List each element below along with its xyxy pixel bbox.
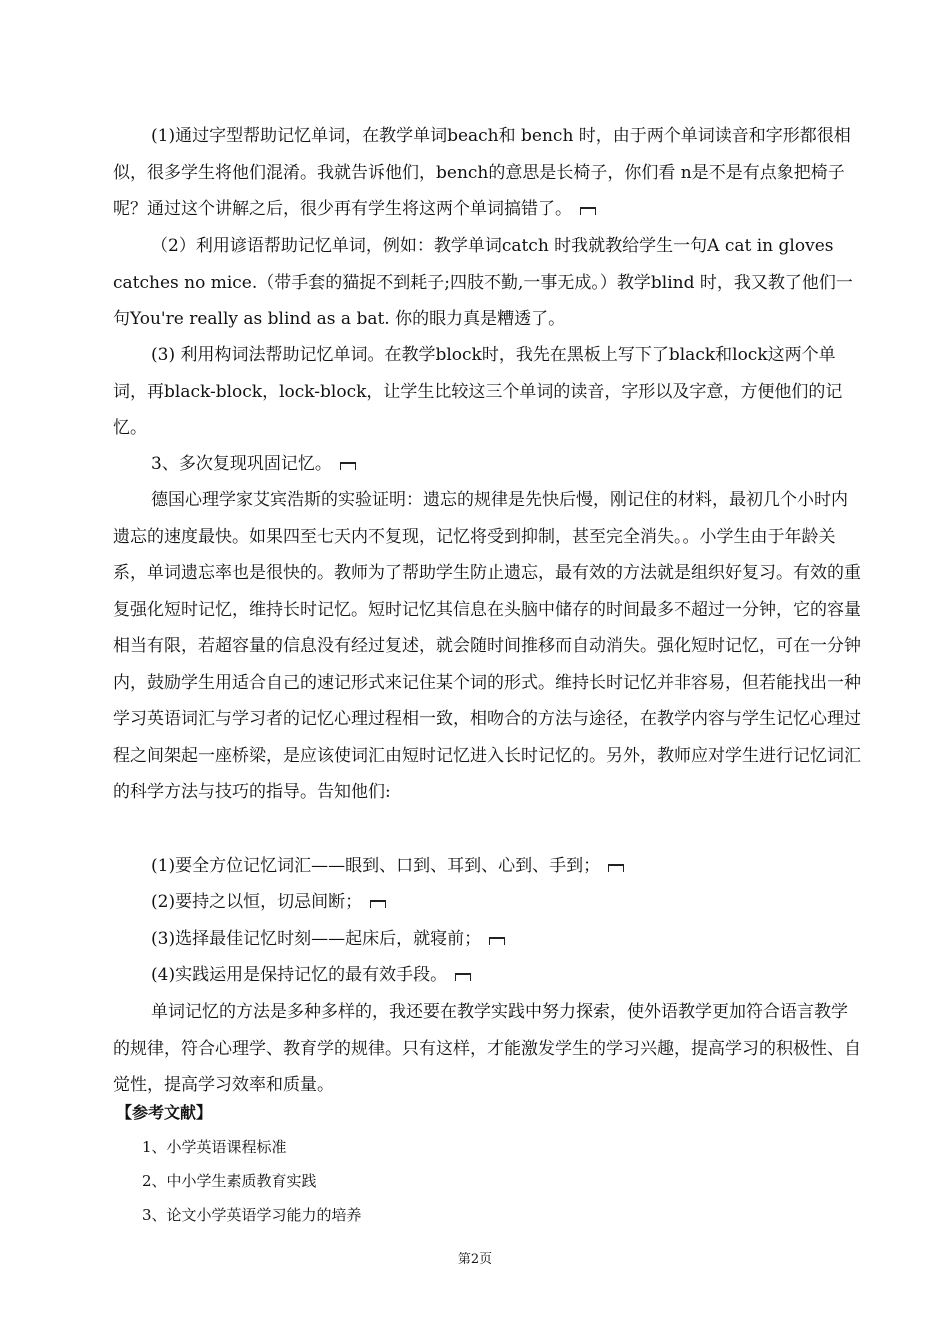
reference-item: 2、中小学生素质教育实践 [142,1172,317,1190]
paragraph-mark-icon [489,937,505,945]
reference-item: 1、小学英语课程标准 [142,1138,287,1156]
paragraph-glyph-memory: (1)通过字型帮助记忆单词，在教学单词beach和 bench 时，由于两个单词读音和字形都很相似，很多学生将他们混淆。我就告诉他们，bench的意思是长椅子，你们看 n是不是有点象把椅子呢？通过这个讲解之后，很少再有学生将这两个单词搞错了。 [113,126,851,219]
paragraph-mark-icon [608,864,624,872]
list-item-1: (1)要全方位记忆词汇——眼到、口到、耳到、心到、手到； [113,848,863,885]
paragraph-proverb-memory: （2）利用谚语帮助记忆单词，例如：教学单词catch 时我就教给学生一句A cat in gloves catches no mice.（带手套的猫捉不到耗子;四肢不勤,一事无成。）教学blind 时，我又教了他们一句You're really as blind as a bat. 你的眼力真是糟透了。 [113,236,853,329]
list-item-2: (2)要持之以恒，切忌间断； [113,884,863,921]
page-number: 第2页 [457,1252,493,1267]
list-item-4: (4)实践运用是保持记忆的最有效手段。 [113,957,863,994]
reference-item: 3、论文小学英语学习能力的培养 [142,1206,362,1224]
paragraph-mark-icon [340,462,356,470]
paragraph-conclusion: 单词记忆的方法是多种多样的，我还要在教学实践中努力探索，使外语教学更加符合语言教学的规律，符合心理学、教育学的规律。只有这样，才能激发学生的学习兴趣，提高学习的积极性、自觉性，提高学习效率和质量。 [113,1002,861,1095]
paragraph-word-formation: (3) 利用构词法帮助记忆单词。在教学block时，我先在黑板上写下了black和lock这两个单词，再black-block，lock-block，让学生比较这三个单词的读音，字形以及字意，方便他们的记忆。 [113,345,843,438]
section-heading-review: 3、多次复现巩固记忆。 [113,446,863,483]
paragraph-mark-icon [455,973,471,981]
paragraph-mark-icon [370,900,386,908]
paragraph-mark-icon [580,207,596,215]
list-item-3: (3)选择最佳记忆时刻——起床后，就寝前； [113,921,863,958]
paragraph-ebbinghaus: 德国心理学家艾宾浩斯的实验证明：遗忘的规律是先快后慢，刚记住的材料，最初几个小时内遗忘的速度最快。如果四至七天内不复现，记忆将受到抑制，甚至完全消失。。小学生由于年龄关系，单词遗忘率也是很快的。教师为了帮助学生防止遗忘，最有效的方法就是组织好复习。有效的重复强化短时记忆，维持长时记忆。短时记忆其信息在头脑中储存的时间最多不超过一分钟，它的容量相当有限，若超容量的信息没有经过复述，就会随时间推移而自动消失。强化短时记忆，可在一分钟内，鼓励学生用适合自己的速记形式来记住某个词的形式。维持长时记忆并非容易，但若能找出一种学习英语词汇与学习者的记忆心理过程相一致，相吻合的方法与途径，在教学内容与学生记忆心理过程之间架起一座桥梁，是应该使词汇由短时记忆进入长时记忆的。另外，教师应对学生进行记忆词汇的科学方法与技巧的指导。告知他们: [113,490,861,802]
references-heading: 【参考文献】 [116,1103,213,1122]
